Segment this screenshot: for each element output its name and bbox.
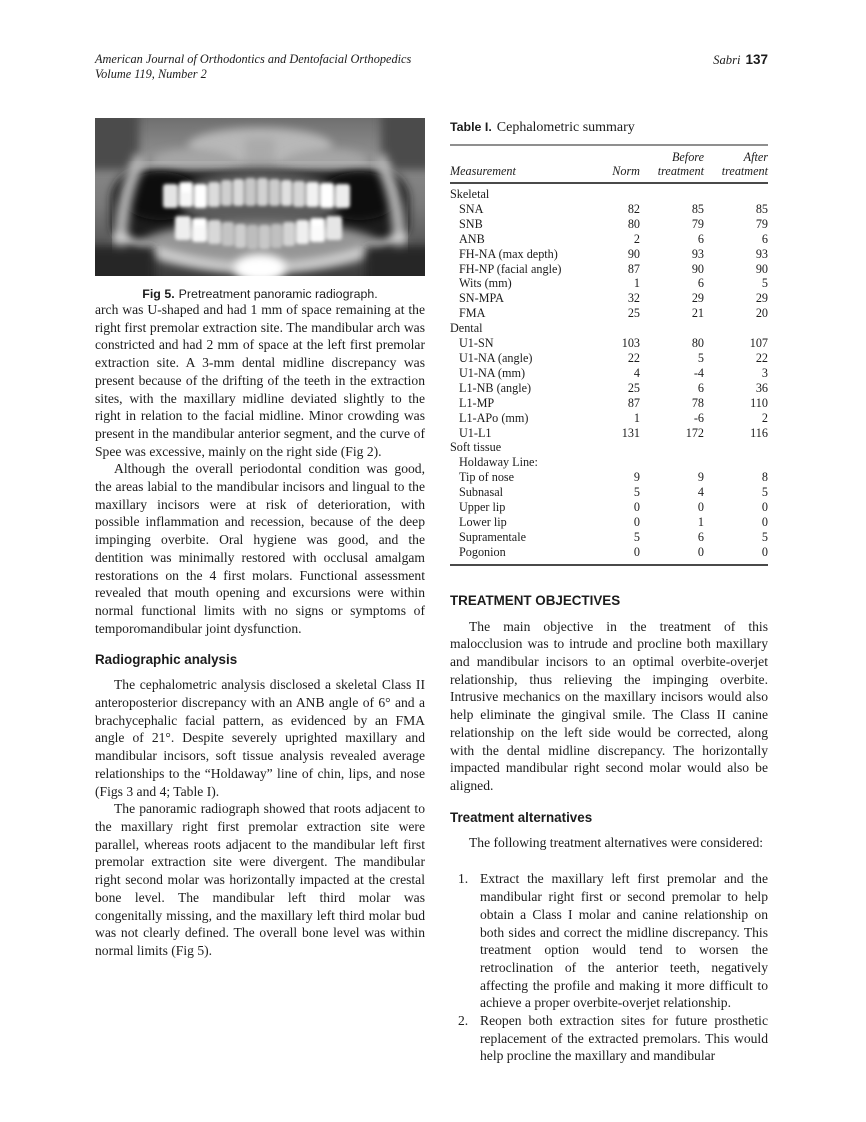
list-item-alternative-2 (450, 1012, 768, 1065)
measurement-cell: Holdaway Line: (459, 455, 538, 470)
list-number: 1. (458, 871, 469, 887)
value-cell (704, 321, 768, 336)
value-cell: 29 (755, 291, 768, 306)
value-cell: 5 (761, 485, 768, 500)
table-row (450, 247, 768, 262)
table-row (450, 183, 768, 202)
value-cell: 1 (697, 514, 704, 529)
value-cell: 5 (633, 529, 640, 544)
value-cell: -4 (693, 365, 704, 380)
table-header-row (450, 145, 768, 183)
table-row (450, 276, 768, 291)
table-row (450, 411, 768, 426)
table-title-text: Cephalometric summary (496, 120, 635, 135)
table-row (450, 470, 768, 485)
measurement-cell: SN-MPA (459, 291, 504, 306)
page-number: 137 (745, 52, 768, 67)
measurement-cell: FH-NA (max depth) (459, 246, 558, 261)
list-number: 2. (458, 1013, 469, 1029)
page-reference (713, 52, 768, 68)
value-cell: 85 (691, 201, 704, 216)
measurement-cell: Tip of nose (459, 470, 515, 485)
paragraph-alternatives-intro: The following treatment alternatives were considered: (469, 834, 764, 850)
measurement-cell: U1-SN (459, 336, 494, 351)
value-cell: 0 (761, 500, 768, 515)
value-cell: 6 (697, 231, 704, 246)
value-cell: 0 (761, 544, 768, 559)
table-row (450, 545, 768, 565)
value-cell (576, 440, 640, 455)
value-cell: 93 (755, 246, 768, 261)
table-row (450, 485, 768, 500)
measurement-cell: L1-MP (459, 395, 495, 410)
table-row (450, 426, 768, 441)
list-item-text: Extract the maxillary left first premolar and the mandibular right first or second premolar to help obtain a Class I molar and canine relationship on both sides and correct the midline discrepancy. This treatment option would tend to worsen the retroclination of the anterior teeth, negatively affecting the profile and making it more difficult to achieve a proper overbite-overjet relationship. (480, 871, 768, 1011)
value-cell: 6 (697, 529, 704, 544)
value-cell: 87 (627, 261, 640, 276)
figure-caption-label: Fig 5. (142, 287, 175, 301)
table-row (450, 396, 768, 411)
column-header-before-treatment: Before treatment (640, 145, 704, 183)
right-column (450, 118, 768, 1065)
table-title-label: Table I. (450, 120, 492, 134)
value-cell (704, 440, 768, 455)
value-cell: 21 (691, 306, 704, 321)
measurement-cell: Wits (mm) (459, 276, 512, 291)
value-cell (576, 321, 640, 336)
value-cell: 85 (755, 201, 768, 216)
value-cell: 110 (750, 395, 768, 410)
table-row (450, 291, 768, 306)
value-cell: 90 (691, 261, 704, 276)
measurement-cell: U1-L1 (459, 425, 492, 440)
column-header-after-treatment: After treatment (704, 145, 768, 183)
value-cell: 80 (627, 216, 640, 231)
value-cell: 2 (633, 231, 640, 246)
column-header-measurement: Measurement (450, 145, 576, 183)
value-cell: 20 (755, 306, 768, 321)
paragraph-cephalometric: The cephalometric analysis disclosed a skeletal Class II anteroposterior discrepancy with an ANB angle of 6° and a brachycephalic facial pattern, as evidenced by an FMA angle of 21°. Despite severely uprighted maxillary and mandibular incisors, soft tissue analysis revealed average relationships to the “Holdaway” line of chin, lips, and nose (Figs 3 and 4; Table I). (95, 677, 425, 799)
panoramic-radiograph-image (95, 118, 425, 276)
value-cell: 5 (697, 350, 704, 365)
value-cell (640, 183, 704, 202)
table-row (450, 232, 768, 247)
measurement-cell: SNB (459, 216, 483, 231)
value-cell: 4 (697, 485, 704, 500)
value-cell: 0 (697, 500, 704, 515)
value-cell: 6 (697, 380, 704, 395)
value-cell: 79 (691, 216, 704, 231)
heading-radiographic-analysis: Radiographic analysis (95, 652, 238, 668)
value-cell (704, 183, 768, 202)
table-row (450, 500, 768, 515)
value-cell: 90 (627, 246, 640, 261)
paragraph-treatment-objectives: The main objective in the treatment of this malocclusion was to intrude and procline both maxillary and mandibular incisors to an optimal overbite-overjet relationship, thus relieving the impinging overbite. Intrusive mechanics on the maxillary incisors would also help eliminate the gingival smile. The Class II canine relationship on the left side would be corrected, along with the dental midline discrepancy. The horizontally impacted mandibular right second molar would also be aligned. (450, 618, 768, 793)
value-cell: 1 (633, 276, 640, 291)
value-cell: 79 (755, 216, 768, 231)
paragraph-arch-description: arch was U-shaped and had 1 mm of space remaining at the right first premolar extraction site. The mandibular arch was constricted and had 2 mm of space at the left first premolar extraction site. A 3-mm dental midline discrepancy was present because of the drifting of the teeth in the extraction sites, with the maxillary midline deviated slightly to the right in relation to the facial midline. Minor crowding was present in the mandibular anterior segment, and the curve of Spee was excessive, mainly on the right side (Fig 2). (95, 302, 425, 459)
paragraph-panoramic: The panoramic radiograph showed that roots adjacent to the maxillary right first premolar extraction site were parallel, whereas roots adjacent to the mandibular left first premolar extraction site were divergent. The mandibular right second molar was horizontally impacted at the crestal bone level. The mandibular left third molar was congenitally missing, and the maxillary left third molar bud was not clearly defined. The overall bone level was within normal limits (Fig 5). (95, 801, 425, 958)
table-row (450, 217, 768, 232)
value-cell: 87 (627, 395, 640, 410)
value-cell: 36 (755, 380, 768, 395)
value-cell: 93 (691, 246, 704, 261)
value-cell: 5 (633, 485, 640, 500)
value-cell: 1 (633, 410, 640, 425)
measurement-cell: U1-NA (mm) (459, 365, 526, 380)
measurement-cell: Pogonion (459, 544, 506, 559)
measurement-cell: U1-NA (angle) (459, 350, 533, 365)
value-cell (640, 440, 704, 455)
value-cell: 29 (691, 291, 704, 306)
table-row (450, 321, 768, 336)
list-item-alternative-1 (450, 870, 768, 1012)
figure-caption (95, 287, 425, 301)
measurement-cell: Lower lip (459, 514, 507, 529)
cephalometric-table (450, 144, 768, 566)
value-cell: 5 (761, 529, 768, 544)
value-cell: 0 (633, 514, 640, 529)
table-row (450, 306, 768, 321)
author-name: Sabri (713, 53, 741, 67)
measurement-cell: Supramentale (459, 529, 527, 544)
value-cell: 2 (761, 410, 768, 425)
table-row (450, 336, 768, 351)
value-cell: 6 (697, 276, 704, 291)
table-row (450, 381, 768, 396)
value-cell: 8 (761, 470, 768, 485)
paragraph-periodontal: Although the overall periodontal condition was good, the areas labial to the mandibular incisors and lingual to the maxillary incisors were at risk of deterioration, with possible inflammation and recession, because of the deep impinging overbite. Oral hygiene was good, and the dentition was minimally restored with occlusal amalgam restorations on the 4 first molars. Functional assessment revealed that mouth opening and excursions were within normal functional limits with no signs or symptoms of temporomandibular joint dysfunction. (95, 461, 425, 636)
value-cell: 131 (621, 425, 640, 440)
measurement-cell: Skeletal (450, 187, 490, 201)
value-cell: 3 (761, 365, 768, 380)
table-row (450, 202, 768, 217)
table-row (450, 515, 768, 530)
measurement-cell: ANB (459, 231, 485, 246)
figure-caption-text: Pretreatment panoramic radiograph. (178, 287, 378, 301)
value-cell (576, 455, 640, 470)
measurement-cell: Subnasal (459, 485, 504, 500)
value-cell: 9 (633, 470, 640, 485)
measurement-cell: L1-NB (angle) (459, 380, 532, 395)
journal-info (95, 52, 411, 82)
value-cell: 0 (633, 500, 640, 515)
value-cell: 5 (761, 276, 768, 291)
heading-treatment-alternatives: Treatment alternatives (450, 809, 593, 825)
table-row (450, 351, 768, 366)
value-cell (640, 455, 704, 470)
measurement-cell: SNA (459, 201, 484, 216)
value-cell: 22 (755, 350, 768, 365)
value-cell: 103 (621, 336, 640, 351)
value-cell: -6 (693, 410, 704, 425)
value-cell: 107 (749, 336, 768, 351)
journal-volume: Volume 119, Number 2 (95, 67, 207, 81)
value-cell: 80 (691, 336, 704, 351)
table-row (450, 262, 768, 277)
measurement-cell: FH-NP (facial angle) (459, 261, 562, 276)
value-cell: 6 (761, 231, 768, 246)
measurement-cell: FMA (459, 306, 486, 321)
table-row (450, 366, 768, 381)
running-head (95, 52, 768, 82)
value-cell: 78 (691, 395, 704, 410)
value-cell: 0 (761, 514, 768, 529)
value-cell (704, 455, 768, 470)
value-cell: 4 (633, 365, 640, 380)
cephalometric-table-body (450, 183, 768, 565)
value-cell: 0 (633, 544, 640, 559)
measurement-cell: L1-APo (mm) (459, 410, 529, 425)
value-cell: 0 (697, 544, 704, 559)
value-cell: 25 (627, 306, 640, 321)
value-cell: 32 (627, 291, 640, 306)
column-header-norm: Norm (576, 145, 640, 183)
value-cell (640, 321, 704, 336)
table-row (450, 530, 768, 545)
measurement-cell: Dental (450, 321, 483, 336)
value-cell: 90 (755, 261, 768, 276)
journal-title: American Journal of Orthodontics and Dentofacial Orthopedics (95, 52, 412, 66)
value-cell (576, 183, 640, 202)
value-cell: 116 (750, 425, 768, 440)
value-cell: 82 (627, 201, 640, 216)
table-row (450, 440, 768, 455)
value-cell: 172 (685, 425, 704, 440)
measurement-cell: Soft tissue (450, 440, 502, 455)
left-column (95, 118, 425, 960)
table-title (450, 120, 768, 136)
value-cell: 25 (627, 380, 640, 395)
table-row (450, 455, 768, 470)
value-cell: 22 (627, 350, 640, 365)
measurement-cell: Upper lip (459, 500, 506, 515)
value-cell: 9 (697, 470, 704, 485)
heading-treatment-objectives: TREATMENT OBJECTIVES (450, 592, 621, 608)
list-item-text: Reopen both extraction sites for future prosthetic replacement of the extracted premolars. This would help procline the maxillary and mandibular (480, 1013, 768, 1064)
